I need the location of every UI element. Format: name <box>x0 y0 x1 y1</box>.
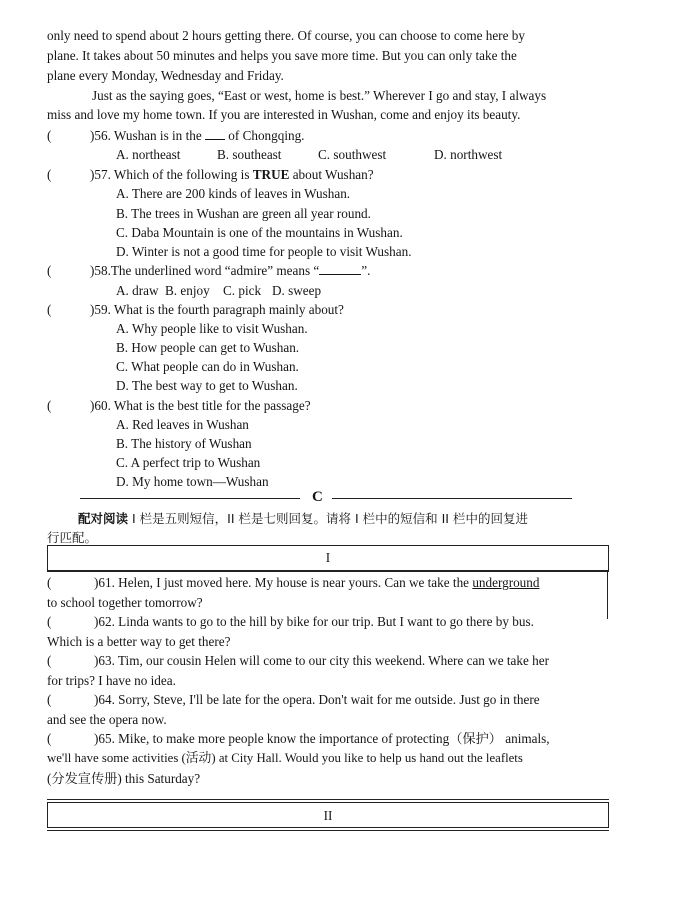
answer-paren[interactable]: ( <box>47 398 52 413</box>
option: A. northeast <box>116 147 181 162</box>
passage-line: only need to spend about 2 hours getting there. Of course, you can choose to come here by <box>47 28 525 43</box>
message-62-cont: Which is a better way to get there? <box>47 634 231 649</box>
section-c-instruction: 配对阅读 I 栏是五则短信，II 栏是七则回复。请将 I 栏中的短信和 II 栏中的回复进 <box>78 511 528 526</box>
question-57: )57. Which of the following is TRUE about Wushan? <box>90 167 374 182</box>
option: B. The trees in Wushan are green all year round. <box>116 206 371 221</box>
option: B. The history of Wushan <box>116 436 252 451</box>
option: D. northwest <box>434 147 503 162</box>
answer-paren[interactable]: ( <box>47 128 52 143</box>
passage-line: plane every Monday, Wednesday and Friday. <box>47 68 284 83</box>
section-divider-right <box>332 498 572 499</box>
option: A. Red leaves in Wushan <box>116 417 249 432</box>
option: C. pick <box>223 283 262 298</box>
option: B. southeast <box>217 147 282 162</box>
option: B. enjoy <box>165 283 210 298</box>
option: D. The best way to get to Wushan. <box>116 378 298 393</box>
passage-line: plane. It takes about 50 minutes and helps you save more time. But you can only take the <box>47 48 517 63</box>
answer-paren[interactable]: ( <box>47 692 52 707</box>
column-two-title: II <box>323 808 333 823</box>
question-56: )56. Wushan is in the of Chongqing. <box>90 128 305 143</box>
option: B. How people can get to Wushan. <box>116 340 300 355</box>
question-60: )60. What is the best title for the passage? <box>90 398 311 413</box>
option: C. southwest <box>318 147 387 162</box>
answer-paren[interactable]: ( <box>47 614 52 629</box>
message-64-cont: and see the opera now. <box>47 712 167 727</box>
answer-paren[interactable]: ( <box>47 263 52 278</box>
answer-paren[interactable]: ( <box>47 731 52 746</box>
option: C. Daba Mountain is one of the mountains in Wushan. <box>116 225 403 240</box>
answer-paren[interactable]: ( <box>47 575 52 590</box>
column-one-edge <box>607 571 608 619</box>
options-56 <box>0 146 688 163</box>
option: D. My home town—Wushan <box>116 474 269 489</box>
message-64: )64. Sorry, Steve, I'll be late for the opera. Don't wait for me outside. Just go in there <box>94 692 540 707</box>
option: A. Why people like to visit Wushan. <box>116 321 308 336</box>
answer-paren[interactable]: ( <box>47 653 52 668</box>
message-65: )65. Mike, to make more people know the importance of protecting（保护） animals, <box>94 731 550 746</box>
column-one-header <box>47 545 609 571</box>
passage-line: Just as the saying goes, “East or west, home is best.” Wherever I go and stay, I always <box>92 88 547 103</box>
message-61: )61. Helen, I just moved here. My house is near yours. Can we take the underground <box>94 575 540 590</box>
question-59: )59. What is the fourth paragraph mainly about? <box>90 302 344 317</box>
message-65-cont: we'll have some activities (活动) at City Hall. Would you like to help us hand out the leaflets <box>47 751 523 765</box>
column-two-top-rule <box>47 799 609 800</box>
options-58 <box>0 282 688 299</box>
column-two-header <box>47 802 609 828</box>
passage-line: miss and love my home town. If you are interested in Wushan, come and enjoy its beauty. <box>47 107 521 122</box>
message-65-cont2: (分发宣传册) this Saturday? <box>47 771 201 786</box>
answer-paren[interactable]: ( <box>47 167 52 182</box>
option: A. draw <box>116 283 159 298</box>
option: D. Winter is not a good time for people to visit Wushan. <box>116 244 412 259</box>
message-63-cont: for trips? I have no idea. <box>47 673 176 688</box>
message-63: )63. Tim, our cousin Helen will come to our city this weekend. Where can we take her <box>94 653 549 668</box>
option: D. sweep <box>272 283 322 298</box>
column-one-title: I <box>325 550 331 565</box>
section-c-mark: C <box>312 489 323 505</box>
column-one-rule <box>47 571 609 572</box>
option: C. What people can do in Wushan. <box>116 359 299 374</box>
message-62: )62. Linda wants to go to the hill by bike for our trip. But I want to go there by bus. <box>94 614 534 629</box>
section-c-instruction-line2: 行匹配。 <box>47 530 98 545</box>
option: C. A perfect trip to Wushan <box>116 455 261 470</box>
answer-paren[interactable]: ( <box>47 302 52 317</box>
answer-blank[interactable] <box>205 128 225 140</box>
section-divider-left <box>80 498 300 499</box>
question-58: )58.The underlined word “admire” means “ ”. <box>90 263 371 278</box>
option: A. There are 200 kinds of leaves in Wushan. <box>116 186 351 201</box>
answer-blank[interactable] <box>319 263 361 275</box>
message-61-cont: to school together tomorrow? <box>47 595 203 610</box>
column-two-rule <box>47 830 609 831</box>
